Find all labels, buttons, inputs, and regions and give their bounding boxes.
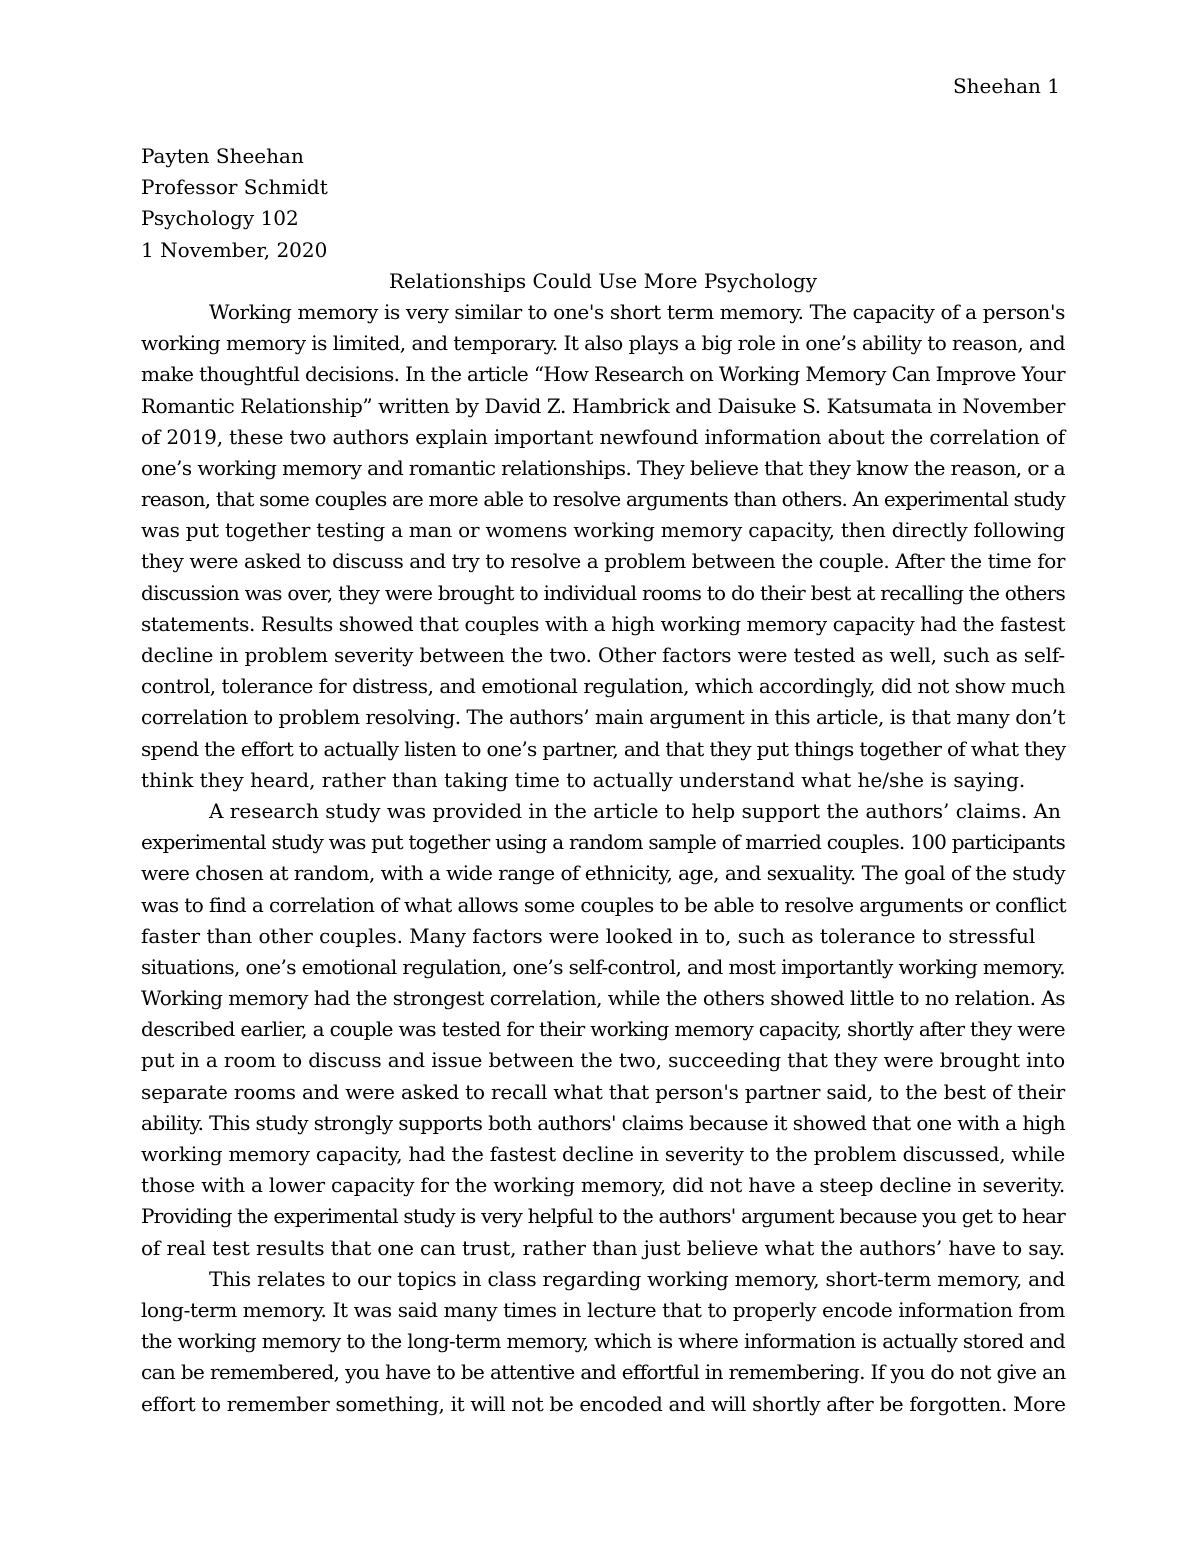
paragraph-line: experimental study was put together using a random sample of married couples. 100 participants bbox=[141, 830, 1065, 855]
paragraph-line: faster than other couples. Many factors were looked in to, such as tolerance to stressful bbox=[141, 923, 1036, 948]
paragraph-line: spend the effort to actually listen to one’s partner, and that they put things together of what they bbox=[141, 736, 1066, 761]
document-body bbox=[141, 141, 1065, 1420]
paragraph-line: the working memory to the long-term memory, which is where information is actually stored and bbox=[141, 1329, 1065, 1354]
paragraph-line: reason, that some couples are more able to resolve arguments than others. An experimental study bbox=[141, 487, 1065, 512]
paragraph-line: situations, one’s emotional regulation, one’s self-control, and most importantly working memory. bbox=[141, 954, 1065, 979]
paragraph-line: Working memory is very similar to one's short term memory. The capacity of a person's bbox=[209, 299, 1065, 324]
paragraph-line: think they heard, rather than taking time to actually understand what he/she is saying. bbox=[141, 767, 1026, 792]
paragraph-line: those with a lower capacity for the working memory, did not have a steep decline in severity. bbox=[141, 1173, 1065, 1198]
paragraph-line: effort to remember something, it will not be encoded and will shortly after be forgotten. More bbox=[141, 1391, 1066, 1416]
paragraph-line: described earlier, a couple was tested for their working memory capacity, shortly after they were bbox=[141, 1017, 1065, 1042]
paragraph-line: of real test results that one can trust, rather than just believe what the authors’ have to say. bbox=[141, 1235, 1065, 1260]
paragraph-1 bbox=[141, 297, 1065, 796]
paragraph-3 bbox=[141, 1264, 1065, 1420]
paragraph-line: long-term memory. It was said many times in lecture that to properly encode information from bbox=[141, 1297, 1065, 1322]
professor-name: Professor Schmidt bbox=[141, 175, 328, 200]
paragraph-line: can be remembered, you have to be attentive and effortful in remembering. If you do not give an bbox=[141, 1360, 1066, 1385]
paragraph-line: of 2019, these two authors explain important newfound information about the correlation of bbox=[141, 424, 1065, 449]
paragraph-line: they were asked to discuss and try to resolve a problem between the couple. After the time for bbox=[141, 549, 1065, 574]
student-name: Payten Sheehan bbox=[141, 144, 304, 168]
paragraph-line: This relates to our topics in class regarding working memory, short-term memory, and bbox=[209, 1266, 1065, 1291]
paragraph-line: was to find a correlation of what allows some couples to be able to resolve arguments or conflict bbox=[141, 892, 1066, 917]
paragraph-line: was put together testing a man or womens working memory capacity, then directly following bbox=[141, 518, 1065, 543]
paragraph-line: discussion was over, they were brought to individual rooms to do their best at recalling the others bbox=[141, 580, 1065, 605]
paragraph-line: Working memory had the strongest correlation, while the others showed little to no relation. As bbox=[141, 986, 1065, 1011]
date-line: 1 November, 2020 bbox=[141, 237, 328, 262]
paragraph-line: ability. This study strongly supports both authors' claims because it showed that one with a high bbox=[141, 1110, 1065, 1135]
paragraph-line: one’s working memory and romantic relationships. They believe that they know the reason, or a bbox=[141, 455, 1065, 480]
paragraph-line: correlation to problem resolving. The authors’ main argument in this article, is that many don’t bbox=[141, 705, 1065, 730]
course-name: Psychology 102 bbox=[141, 206, 299, 231]
paragraph-line: were chosen at random, with a wide range of ethnicity, age, and sexuality. The goal of the study bbox=[141, 861, 1065, 886]
paragraph-line: working memory is limited, and temporary. It also plays a big role in one’s ability to reason, and bbox=[141, 331, 1065, 356]
paragraph-2 bbox=[141, 796, 1065, 1264]
paragraph-line: working memory capacity, had the fastest decline in severity to the problem discussed, while bbox=[141, 1142, 1065, 1166]
running-head: Sheehan 1 bbox=[952, 74, 1060, 98]
paragraph-line: make thoughtful decisions. In the article “How Research on Working Memory Can Improve Your bbox=[141, 362, 1065, 387]
paragraph-line: separate rooms and were asked to recall what that person's partner said, to the best of their bbox=[141, 1079, 1066, 1104]
essay-title: Relationships Could Use More Psychology bbox=[388, 268, 818, 293]
paragraph-line: Providing the experimental study is very helpful to the authors' argument because you get to hear bbox=[141, 1204, 1065, 1229]
paragraph-line: decline in problem severity between the two. Other factors were tested as well, such as self- bbox=[141, 643, 1065, 667]
paragraph-line: put in a room to discuss and issue between the two, succeeding that they were brought into bbox=[141, 1048, 1065, 1073]
paragraph-line: Romantic Relationship” written by David Z. Hambrick and Daisuke S. Katsumata in November bbox=[141, 393, 1065, 418]
paragraph-line: control, tolerance for distress, and emotional regulation, which accordingly, did not show much bbox=[141, 674, 1065, 699]
paragraph-line: A research study was provided in the article to help support the authors’ claims. An bbox=[209, 798, 1061, 823]
paragraph-line: statements. Results showed that couples with a high working memory capacity had the fastest bbox=[141, 611, 1065, 636]
